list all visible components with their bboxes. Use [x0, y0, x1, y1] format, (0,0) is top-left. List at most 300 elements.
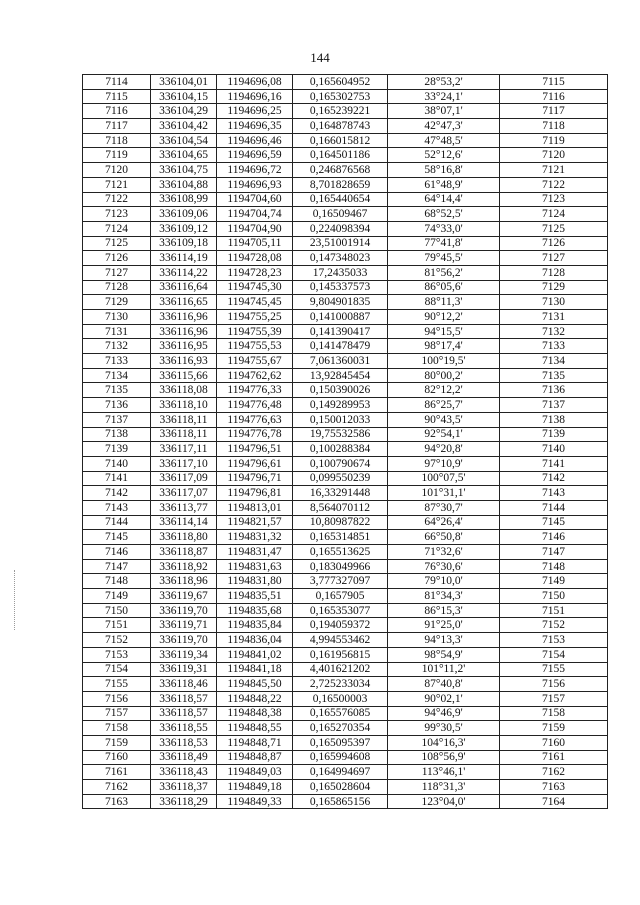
next-point-cell: 7118: [500, 119, 608, 134]
distance-cell: 0,147348023: [293, 251, 388, 266]
distance-cell: 23,51001914: [293, 236, 388, 251]
angle-cell: 113°46,1': [388, 765, 500, 780]
distance-cell: 0,141390417: [293, 324, 388, 339]
next-point-cell: 7133: [500, 339, 608, 354]
point-number-cell: 7163: [83, 794, 151, 809]
next-point-cell: 7149: [500, 574, 608, 589]
distance-cell: 8,564070112: [293, 500, 388, 515]
x-coordinate-cell: 336118,29: [151, 794, 217, 809]
y-coordinate-cell: 1194796,61: [217, 456, 293, 471]
y-coordinate-cell: 1194849,03: [217, 765, 293, 780]
angle-cell: 97°10,9': [388, 456, 500, 471]
y-coordinate-cell: 1194755,39: [217, 324, 293, 339]
x-coordinate-cell: 336118,11: [151, 412, 217, 427]
distance-cell: 19,75532586: [293, 427, 388, 442]
next-point-cell: 7159: [500, 721, 608, 736]
x-coordinate-cell: 336116,96: [151, 310, 217, 325]
next-point-cell: 7132: [500, 324, 608, 339]
table-row: [83, 662, 608, 677]
angle-cell: 118°31,3': [388, 780, 500, 795]
next-point-cell: 7115: [500, 75, 608, 90]
next-point-cell: 7151: [500, 603, 608, 618]
table-row: [83, 603, 608, 618]
point-number-cell: 7156: [83, 691, 151, 706]
table-row: [83, 104, 608, 119]
y-coordinate-cell: 1194696,93: [217, 177, 293, 192]
y-coordinate-cell: 1194821,57: [217, 515, 293, 530]
table-row: [83, 500, 608, 515]
angle-cell: 86°15,3': [388, 603, 500, 618]
table-row: [83, 75, 608, 90]
x-coordinate-cell: 336119,31: [151, 662, 217, 677]
x-coordinate-cell: 336116,95: [151, 339, 217, 354]
x-coordinate-cell: 336114,19: [151, 251, 217, 266]
table-row: [83, 442, 608, 457]
distance-cell: 0,150012033: [293, 412, 388, 427]
table-row: [83, 89, 608, 104]
table-row: [83, 574, 608, 589]
y-coordinate-cell: 1194755,67: [217, 354, 293, 369]
next-point-cell: 7127: [500, 251, 608, 266]
angle-cell: 94°13,3': [388, 633, 500, 648]
y-coordinate-cell: 1194704,90: [217, 221, 293, 236]
y-coordinate-cell: 1194848,87: [217, 750, 293, 765]
angle-cell: 92°54,1': [388, 427, 500, 442]
y-coordinate-cell: 1194776,78: [217, 427, 293, 442]
angle-cell: 76°30,6': [388, 559, 500, 574]
angle-cell: 82°12,2': [388, 383, 500, 398]
y-coordinate-cell: 1194776,48: [217, 398, 293, 413]
next-point-cell: 7117: [500, 104, 608, 119]
table-row: [83, 207, 608, 222]
table-row: [83, 148, 608, 163]
table-row: [83, 721, 608, 736]
next-point-cell: 7158: [500, 706, 608, 721]
angle-cell: 94°15,5': [388, 324, 500, 339]
distance-cell: 0,16509467: [293, 207, 388, 222]
angle-cell: 101°31,1': [388, 486, 500, 501]
next-point-cell: 7161: [500, 750, 608, 765]
y-coordinate-cell: 1194796,51: [217, 442, 293, 457]
point-number-cell: 7151: [83, 618, 151, 633]
point-number-cell: 7118: [83, 133, 151, 148]
point-number-cell: 7154: [83, 662, 151, 677]
point-number-cell: 7134: [83, 368, 151, 383]
x-coordinate-cell: 336104,42: [151, 119, 217, 134]
point-number-cell: 7116: [83, 104, 151, 119]
angle-cell: 64°26,4': [388, 515, 500, 530]
next-point-cell: 7120: [500, 148, 608, 163]
angle-cell: 38°07,1': [388, 104, 500, 119]
y-coordinate-cell: 1194813,01: [217, 500, 293, 515]
point-number-cell: 7122: [83, 192, 151, 207]
angle-cell: 74°33,0': [388, 221, 500, 236]
table-row: [83, 486, 608, 501]
next-point-cell: 7137: [500, 398, 608, 413]
point-number-cell: 7133: [83, 354, 151, 369]
y-coordinate-cell: 1194762,62: [217, 368, 293, 383]
point-number-cell: 7126: [83, 251, 151, 266]
x-coordinate-cell: 336108,99: [151, 192, 217, 207]
angle-cell: 71°32,6': [388, 545, 500, 560]
y-coordinate-cell: 1194835,51: [217, 589, 293, 604]
distance-cell: 0,183049966: [293, 559, 388, 574]
distance-cell: 17,2435033: [293, 265, 388, 280]
next-point-cell: 7135: [500, 368, 608, 383]
distance-cell: 0,164994697: [293, 765, 388, 780]
next-point-cell: 7164: [500, 794, 608, 809]
next-point-cell: 7148: [500, 559, 608, 574]
x-coordinate-cell: 336104,54: [151, 133, 217, 148]
x-coordinate-cell: 336109,12: [151, 221, 217, 236]
point-number-cell: 7141: [83, 471, 151, 486]
angle-cell: 47°48,5': [388, 133, 500, 148]
angle-cell: 104°16,3': [388, 735, 500, 750]
y-coordinate-cell: 1194835,84: [217, 618, 293, 633]
x-coordinate-cell: 336118,46: [151, 677, 217, 692]
y-coordinate-cell: 1194696,35: [217, 119, 293, 134]
y-coordinate-cell: 1194845,50: [217, 677, 293, 692]
angle-cell: 64°14,4': [388, 192, 500, 207]
next-point-cell: 7128: [500, 265, 608, 280]
y-coordinate-cell: 1194696,25: [217, 104, 293, 119]
point-number-cell: 7132: [83, 339, 151, 354]
distance-cell: 0,141000887: [293, 310, 388, 325]
next-point-cell: 7136: [500, 383, 608, 398]
x-coordinate-cell: 336118,57: [151, 691, 217, 706]
table-row: [83, 133, 608, 148]
table-row: [83, 324, 608, 339]
table-row: [83, 177, 608, 192]
point-number-cell: 7144: [83, 515, 151, 530]
distance-cell: 0,224098394: [293, 221, 388, 236]
angle-cell: 99°30,5': [388, 721, 500, 736]
table-body: [83, 75, 608, 809]
point-number-cell: 7145: [83, 530, 151, 545]
next-point-cell: 7116: [500, 89, 608, 104]
next-point-cell: 7123: [500, 192, 608, 207]
angle-cell: 90°02,1': [388, 691, 500, 706]
angle-cell: 68°52,5': [388, 207, 500, 222]
x-coordinate-cell: 336119,71: [151, 618, 217, 633]
table-row: [83, 677, 608, 692]
table-row: [83, 750, 608, 765]
next-point-cell: 7144: [500, 500, 608, 515]
x-coordinate-cell: 336104,01: [151, 75, 217, 90]
point-number-cell: 7131: [83, 324, 151, 339]
y-coordinate-cell: 1194849,18: [217, 780, 293, 795]
point-number-cell: 7162: [83, 780, 151, 795]
angle-cell: 52°12,6': [388, 148, 500, 163]
x-coordinate-cell: 336115,66: [151, 368, 217, 383]
x-coordinate-cell: 336114,22: [151, 265, 217, 280]
x-coordinate-cell: 336104,75: [151, 163, 217, 178]
y-coordinate-cell: 1194849,33: [217, 794, 293, 809]
x-coordinate-cell: 336118,92: [151, 559, 217, 574]
point-number-cell: 7157: [83, 706, 151, 721]
point-number-cell: 7114: [83, 75, 151, 90]
next-point-cell: 7155: [500, 662, 608, 677]
next-point-cell: 7125: [500, 221, 608, 236]
next-point-cell: 7157: [500, 691, 608, 706]
angle-cell: 42°47,3': [388, 119, 500, 134]
angle-cell: 81°56,2': [388, 265, 500, 280]
x-coordinate-cell: 336116,65: [151, 295, 217, 310]
next-point-cell: 7145: [500, 515, 608, 530]
point-number-cell: 7158: [83, 721, 151, 736]
next-point-cell: 7134: [500, 354, 608, 369]
table-row: [83, 545, 608, 560]
point-number-cell: 7128: [83, 280, 151, 295]
next-point-cell: 7152: [500, 618, 608, 633]
x-coordinate-cell: 336118,96: [151, 574, 217, 589]
next-point-cell: 7162: [500, 765, 608, 780]
y-coordinate-cell: 1194841,18: [217, 662, 293, 677]
table-row: [83, 691, 608, 706]
point-number-cell: 7161: [83, 765, 151, 780]
next-point-cell: 7119: [500, 133, 608, 148]
table-row: [83, 163, 608, 178]
table-row: [83, 251, 608, 266]
y-coordinate-cell: 1194755,53: [217, 339, 293, 354]
next-point-cell: 7130: [500, 295, 608, 310]
table-row: [83, 339, 608, 354]
distance-cell: 0,164878743: [293, 119, 388, 134]
distance-cell: 10,80987822: [293, 515, 388, 530]
point-number-cell: 7123: [83, 207, 151, 222]
y-coordinate-cell: 1194745,45: [217, 295, 293, 310]
x-coordinate-cell: 336118,08: [151, 383, 217, 398]
table-row: [83, 119, 608, 134]
distance-cell: 0,166015812: [293, 133, 388, 148]
next-point-cell: 7150: [500, 589, 608, 604]
x-coordinate-cell: 336118,10: [151, 398, 217, 413]
point-number-cell: 7146: [83, 545, 151, 560]
y-coordinate-cell: 1194848,22: [217, 691, 293, 706]
x-coordinate-cell: 336114,14: [151, 515, 217, 530]
distance-cell: 0,164501186: [293, 148, 388, 163]
point-number-cell: 7130: [83, 310, 151, 325]
x-coordinate-cell: 336104,15: [151, 89, 217, 104]
point-number-cell: 7115: [83, 89, 151, 104]
point-number-cell: 7121: [83, 177, 151, 192]
x-coordinate-cell: 336119,34: [151, 647, 217, 662]
table-row: [83, 515, 608, 530]
distance-cell: 0,165353077: [293, 603, 388, 618]
angle-cell: 66°50,8': [388, 530, 500, 545]
x-coordinate-cell: 336119,70: [151, 603, 217, 618]
table-row: [83, 221, 608, 236]
table-row: [83, 647, 608, 662]
next-point-cell: 7146: [500, 530, 608, 545]
next-point-cell: 7143: [500, 486, 608, 501]
table-row: [83, 398, 608, 413]
point-number-cell: 7136: [83, 398, 151, 413]
x-coordinate-cell: 336109,06: [151, 207, 217, 222]
x-coordinate-cell: 336117,11: [151, 442, 217, 457]
table-row: [83, 236, 608, 251]
table-row: [83, 530, 608, 545]
distance-cell: 0,150390026: [293, 383, 388, 398]
angle-cell: 61°48,9': [388, 177, 500, 192]
point-number-cell: 7140: [83, 456, 151, 471]
distance-cell: 0,165994608: [293, 750, 388, 765]
next-point-cell: 7160: [500, 735, 608, 750]
table-row: [83, 765, 608, 780]
point-number-cell: 7142: [83, 486, 151, 501]
point-number-cell: 7150: [83, 603, 151, 618]
angle-cell: 80°00,2': [388, 368, 500, 383]
y-coordinate-cell: 1194696,72: [217, 163, 293, 178]
angle-cell: 94°20,8': [388, 442, 500, 457]
point-number-cell: 7155: [83, 677, 151, 692]
angle-cell: 33°24,1': [388, 89, 500, 104]
point-number-cell: 7153: [83, 647, 151, 662]
distance-cell: 0,100790674: [293, 456, 388, 471]
next-point-cell: 7141: [500, 456, 608, 471]
distance-cell: 3,777327097: [293, 574, 388, 589]
x-coordinate-cell: 336118,80: [151, 530, 217, 545]
distance-cell: 13,92845454: [293, 368, 388, 383]
table-row: [83, 794, 608, 809]
angle-cell: 86°05,6': [388, 280, 500, 295]
table-row: [83, 383, 608, 398]
point-number-cell: 7147: [83, 559, 151, 574]
point-number-cell: 7152: [83, 633, 151, 648]
distance-cell: 0,165270354: [293, 721, 388, 736]
point-number-cell: 7127: [83, 265, 151, 280]
table-row: [83, 280, 608, 295]
next-point-cell: 7122: [500, 177, 608, 192]
distance-cell: 0,165302753: [293, 89, 388, 104]
next-point-cell: 7126: [500, 236, 608, 251]
y-coordinate-cell: 1194796,71: [217, 471, 293, 486]
next-point-cell: 7153: [500, 633, 608, 648]
x-coordinate-cell: 336116,64: [151, 280, 217, 295]
distance-cell: 16,33291448: [293, 486, 388, 501]
distance-cell: 0,165239221: [293, 104, 388, 119]
distance-cell: 8,701828659: [293, 177, 388, 192]
y-coordinate-cell: 1194831,63: [217, 559, 293, 574]
angle-cell: 77°41,8': [388, 236, 500, 251]
table-row: [83, 735, 608, 750]
table-row: [83, 368, 608, 383]
y-coordinate-cell: 1194831,32: [217, 530, 293, 545]
x-coordinate-cell: 336104,29: [151, 104, 217, 119]
x-coordinate-cell: 336118,37: [151, 780, 217, 795]
point-number-cell: 7129: [83, 295, 151, 310]
x-coordinate-cell: 336119,67: [151, 589, 217, 604]
table-row: [83, 633, 608, 648]
angle-cell: 58°16,8': [388, 163, 500, 178]
distance-cell: 0,100288384: [293, 442, 388, 457]
next-point-cell: 7154: [500, 647, 608, 662]
y-coordinate-cell: 1194831,47: [217, 545, 293, 560]
point-number-cell: 7149: [83, 589, 151, 604]
table-row: [83, 354, 608, 369]
next-point-cell: 7124: [500, 207, 608, 222]
next-point-cell: 7140: [500, 442, 608, 457]
point-number-cell: 7143: [83, 500, 151, 515]
y-coordinate-cell: 1194705,11: [217, 236, 293, 251]
angle-cell: 100°19,5': [388, 354, 500, 369]
x-coordinate-cell: 336109,18: [151, 236, 217, 251]
x-coordinate-cell: 336116,93: [151, 354, 217, 369]
table-row: [83, 559, 608, 574]
angle-cell: 28°53,2': [388, 75, 500, 90]
distance-cell: 0,149289953: [293, 398, 388, 413]
angle-cell: 108°56,9': [388, 750, 500, 765]
coordinates-table: [82, 74, 608, 809]
distance-cell: 0,165604952: [293, 75, 388, 90]
point-number-cell: 7138: [83, 427, 151, 442]
table-row: [83, 780, 608, 795]
y-coordinate-cell: 1194848,71: [217, 735, 293, 750]
y-coordinate-cell: 1194836,04: [217, 633, 293, 648]
point-number-cell: 7117: [83, 119, 151, 134]
angle-cell: 87°40,8': [388, 677, 500, 692]
next-point-cell: 7156: [500, 677, 608, 692]
y-coordinate-cell: 1194704,60: [217, 192, 293, 207]
y-coordinate-cell: 1194841,02: [217, 647, 293, 662]
distance-cell: 0,1657905: [293, 589, 388, 604]
angle-cell: 91°25,0': [388, 618, 500, 633]
table-row: [83, 412, 608, 427]
x-coordinate-cell: 336118,11: [151, 427, 217, 442]
angle-cell: 100°07,5': [388, 471, 500, 486]
distance-cell: 0,165314851: [293, 530, 388, 545]
y-coordinate-cell: 1194704,74: [217, 207, 293, 222]
point-number-cell: 7124: [83, 221, 151, 236]
next-point-cell: 7121: [500, 163, 608, 178]
angle-cell: 101°11,2': [388, 662, 500, 677]
angle-cell: 98°17,4': [388, 339, 500, 354]
x-coordinate-cell: 336104,88: [151, 177, 217, 192]
point-number-cell: 7159: [83, 735, 151, 750]
y-coordinate-cell: 1194728,08: [217, 251, 293, 266]
next-point-cell: 7131: [500, 310, 608, 325]
table-row: [83, 618, 608, 633]
next-point-cell: 7163: [500, 780, 608, 795]
angle-cell: 79°45,5': [388, 251, 500, 266]
y-coordinate-cell: 1194848,38: [217, 706, 293, 721]
y-coordinate-cell: 1194728,23: [217, 265, 293, 280]
y-coordinate-cell: 1194696,16: [217, 89, 293, 104]
next-point-cell: 7147: [500, 545, 608, 560]
distance-cell: 4,401621202: [293, 662, 388, 677]
distance-cell: 0,165576085: [293, 706, 388, 721]
x-coordinate-cell: 336119,70: [151, 633, 217, 648]
x-coordinate-cell: 336104,65: [151, 148, 217, 163]
table-row: [83, 295, 608, 310]
next-point-cell: 7142: [500, 471, 608, 486]
angle-cell: 123°04,0': [388, 794, 500, 809]
table-row: [83, 471, 608, 486]
distance-cell: 0,161956815: [293, 647, 388, 662]
point-number-cell: 7135: [83, 383, 151, 398]
table-row: [83, 706, 608, 721]
y-coordinate-cell: 1194696,08: [217, 75, 293, 90]
y-coordinate-cell: 1194696,59: [217, 148, 293, 163]
angle-cell: 94°46,9': [388, 706, 500, 721]
distance-cell: 7,061360031: [293, 354, 388, 369]
point-number-cell: 7120: [83, 163, 151, 178]
angle-cell: 90°12,2': [388, 310, 500, 325]
y-coordinate-cell: 1194755,25: [217, 310, 293, 325]
angle-cell: 98°54,9': [388, 647, 500, 662]
distance-cell: 0,165440654: [293, 192, 388, 207]
table-row: [83, 192, 608, 207]
